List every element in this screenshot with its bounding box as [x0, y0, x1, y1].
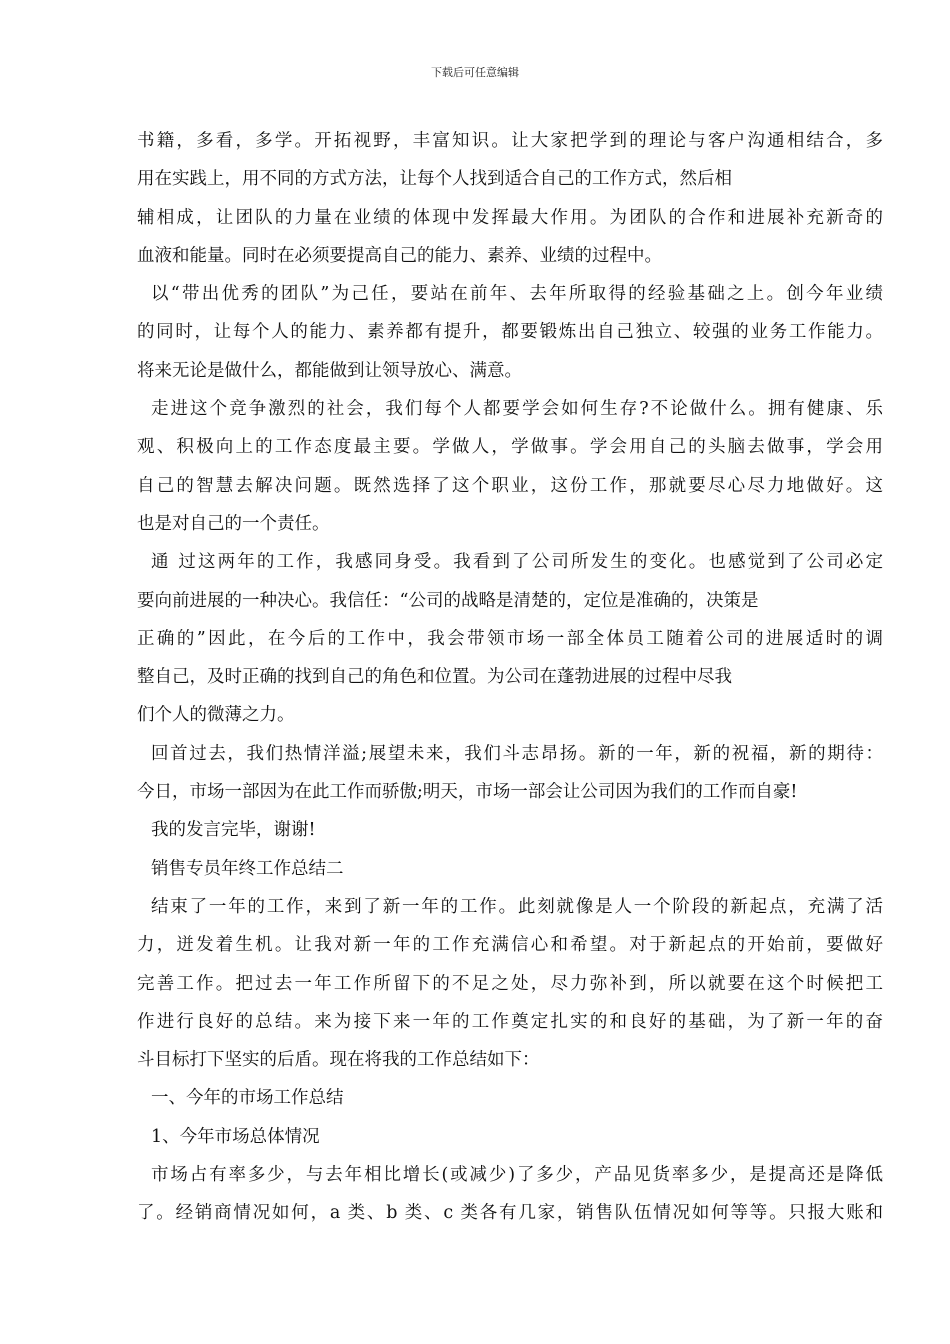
text-line: 通 过这两年的工作，我感同身受。我看到了公司所发生的变化。也感觉到了公司必定	[151, 552, 883, 573]
text-line: 将来无论是做什么，都能做到让领导放心、满意。	[137, 360, 522, 381]
text-line: 今日，市场一部因为在此工作而骄傲;明天，市场一部会让公司因为我们的工作而自豪!	[137, 782, 798, 803]
text-line: 1、今年市场总体情况	[151, 1126, 320, 1147]
text-line: 的同时，让每个人的能力、素养都有提升，都要锻炼出自己独立、较强的业务工作能力。	[137, 322, 883, 343]
text-line: 也是对自己的一个责任。	[137, 513, 330, 534]
text-line: 销售专员年终工作总结二	[151, 858, 344, 879]
text-line: 自己的智慧去解决问题。既然选择了这个职业，这份工作，那就要尽心尽力地做好。这	[137, 475, 883, 496]
text-line: 我的发言完毕，谢谢!	[151, 820, 316, 841]
text-line: 辅相成，让团队的力量在业绩的体现中发挥最大作用。为团队的合作和进展补充新奇的	[137, 207, 883, 228]
text-line: 要向前进展的一种决心。我信任：“公司的战略是清楚的，定位是准确的，决策是	[137, 590, 759, 611]
text-line: 走进这个竞争激烈的社会，我们每个人都要学会如何生存?不论做什么。拥有健康、乐	[151, 399, 883, 420]
text-line: 书籍，多看，多学。开拓视野，丰富知识。让大家把学到的理论与客户沟通相结合，多	[137, 131, 883, 151]
page-header-note: 下载后可任意编辑	[431, 66, 519, 79]
text-line: 斗目标打下坚实的后盾。现在将我的工作总结如下：	[137, 1050, 540, 1071]
text-line: 血液和能量。同时在必须要提高自己的能力、素养、业绩的过程中。	[137, 245, 662, 266]
text-line: 用在实践上，用不同的方式方法，让每个人找到适合自己的工作方式，然后相	[137, 169, 732, 190]
document-body	[137, 122, 887, 1233]
text-line: 回首过去，我们热情洋溢;展望未来，我们斗志昂扬。新的一年，新的祝福，新的期待：	[151, 743, 883, 764]
text-line: 正确的”因此，在今后的工作中，我会带领市场一部全体员工随着公司的进展适时的调	[137, 628, 883, 649]
text-line: 整自己，及时正确的找到自己的角色和位置。为公司在蓬勃进展的过程中尽我	[137, 667, 732, 688]
text-line: 结束了一年的工作，来到了新一年的工作。此刻就像是人一个阶段的新起点，充满了活	[151, 896, 883, 917]
text-line: 了。经销商情况如何，a 类、b 类、c 类各有几家，销售队伍情况如何等等。只报大账和	[137, 1203, 883, 1224]
text-line: 市场占有率多少，与去年相比增长(或减少)了多少，产品见货率多少，是提高还是降低	[151, 1165, 883, 1186]
text-line: 力，迸发着生机。让我对新一年的工作充满信心和希望。对于新起点的开始前，要做好	[137, 935, 883, 956]
text-line: 观、积极向上的工作态度最主要。学做人，学做事。学会用自己的头脑去做事，学会用	[137, 437, 883, 458]
text-line: 们个人的微薄之力。	[137, 705, 295, 726]
text-line: 以“带出优秀的团队”为己任，要站在前年、去年所取得的经验基础之上。创今年业绩	[151, 284, 883, 305]
text-line: 作进行良好的总结。来为接下来一年的工作奠定扎实的和良好的基础，为了新一年的奋	[137, 1011, 883, 1032]
text-line: 完善工作。把过去一年工作所留下的不足之处，尽力弥补到，所以就要在这个时候把工	[137, 973, 883, 994]
text-line: 一、今年的市场工作总结	[151, 1088, 344, 1109]
